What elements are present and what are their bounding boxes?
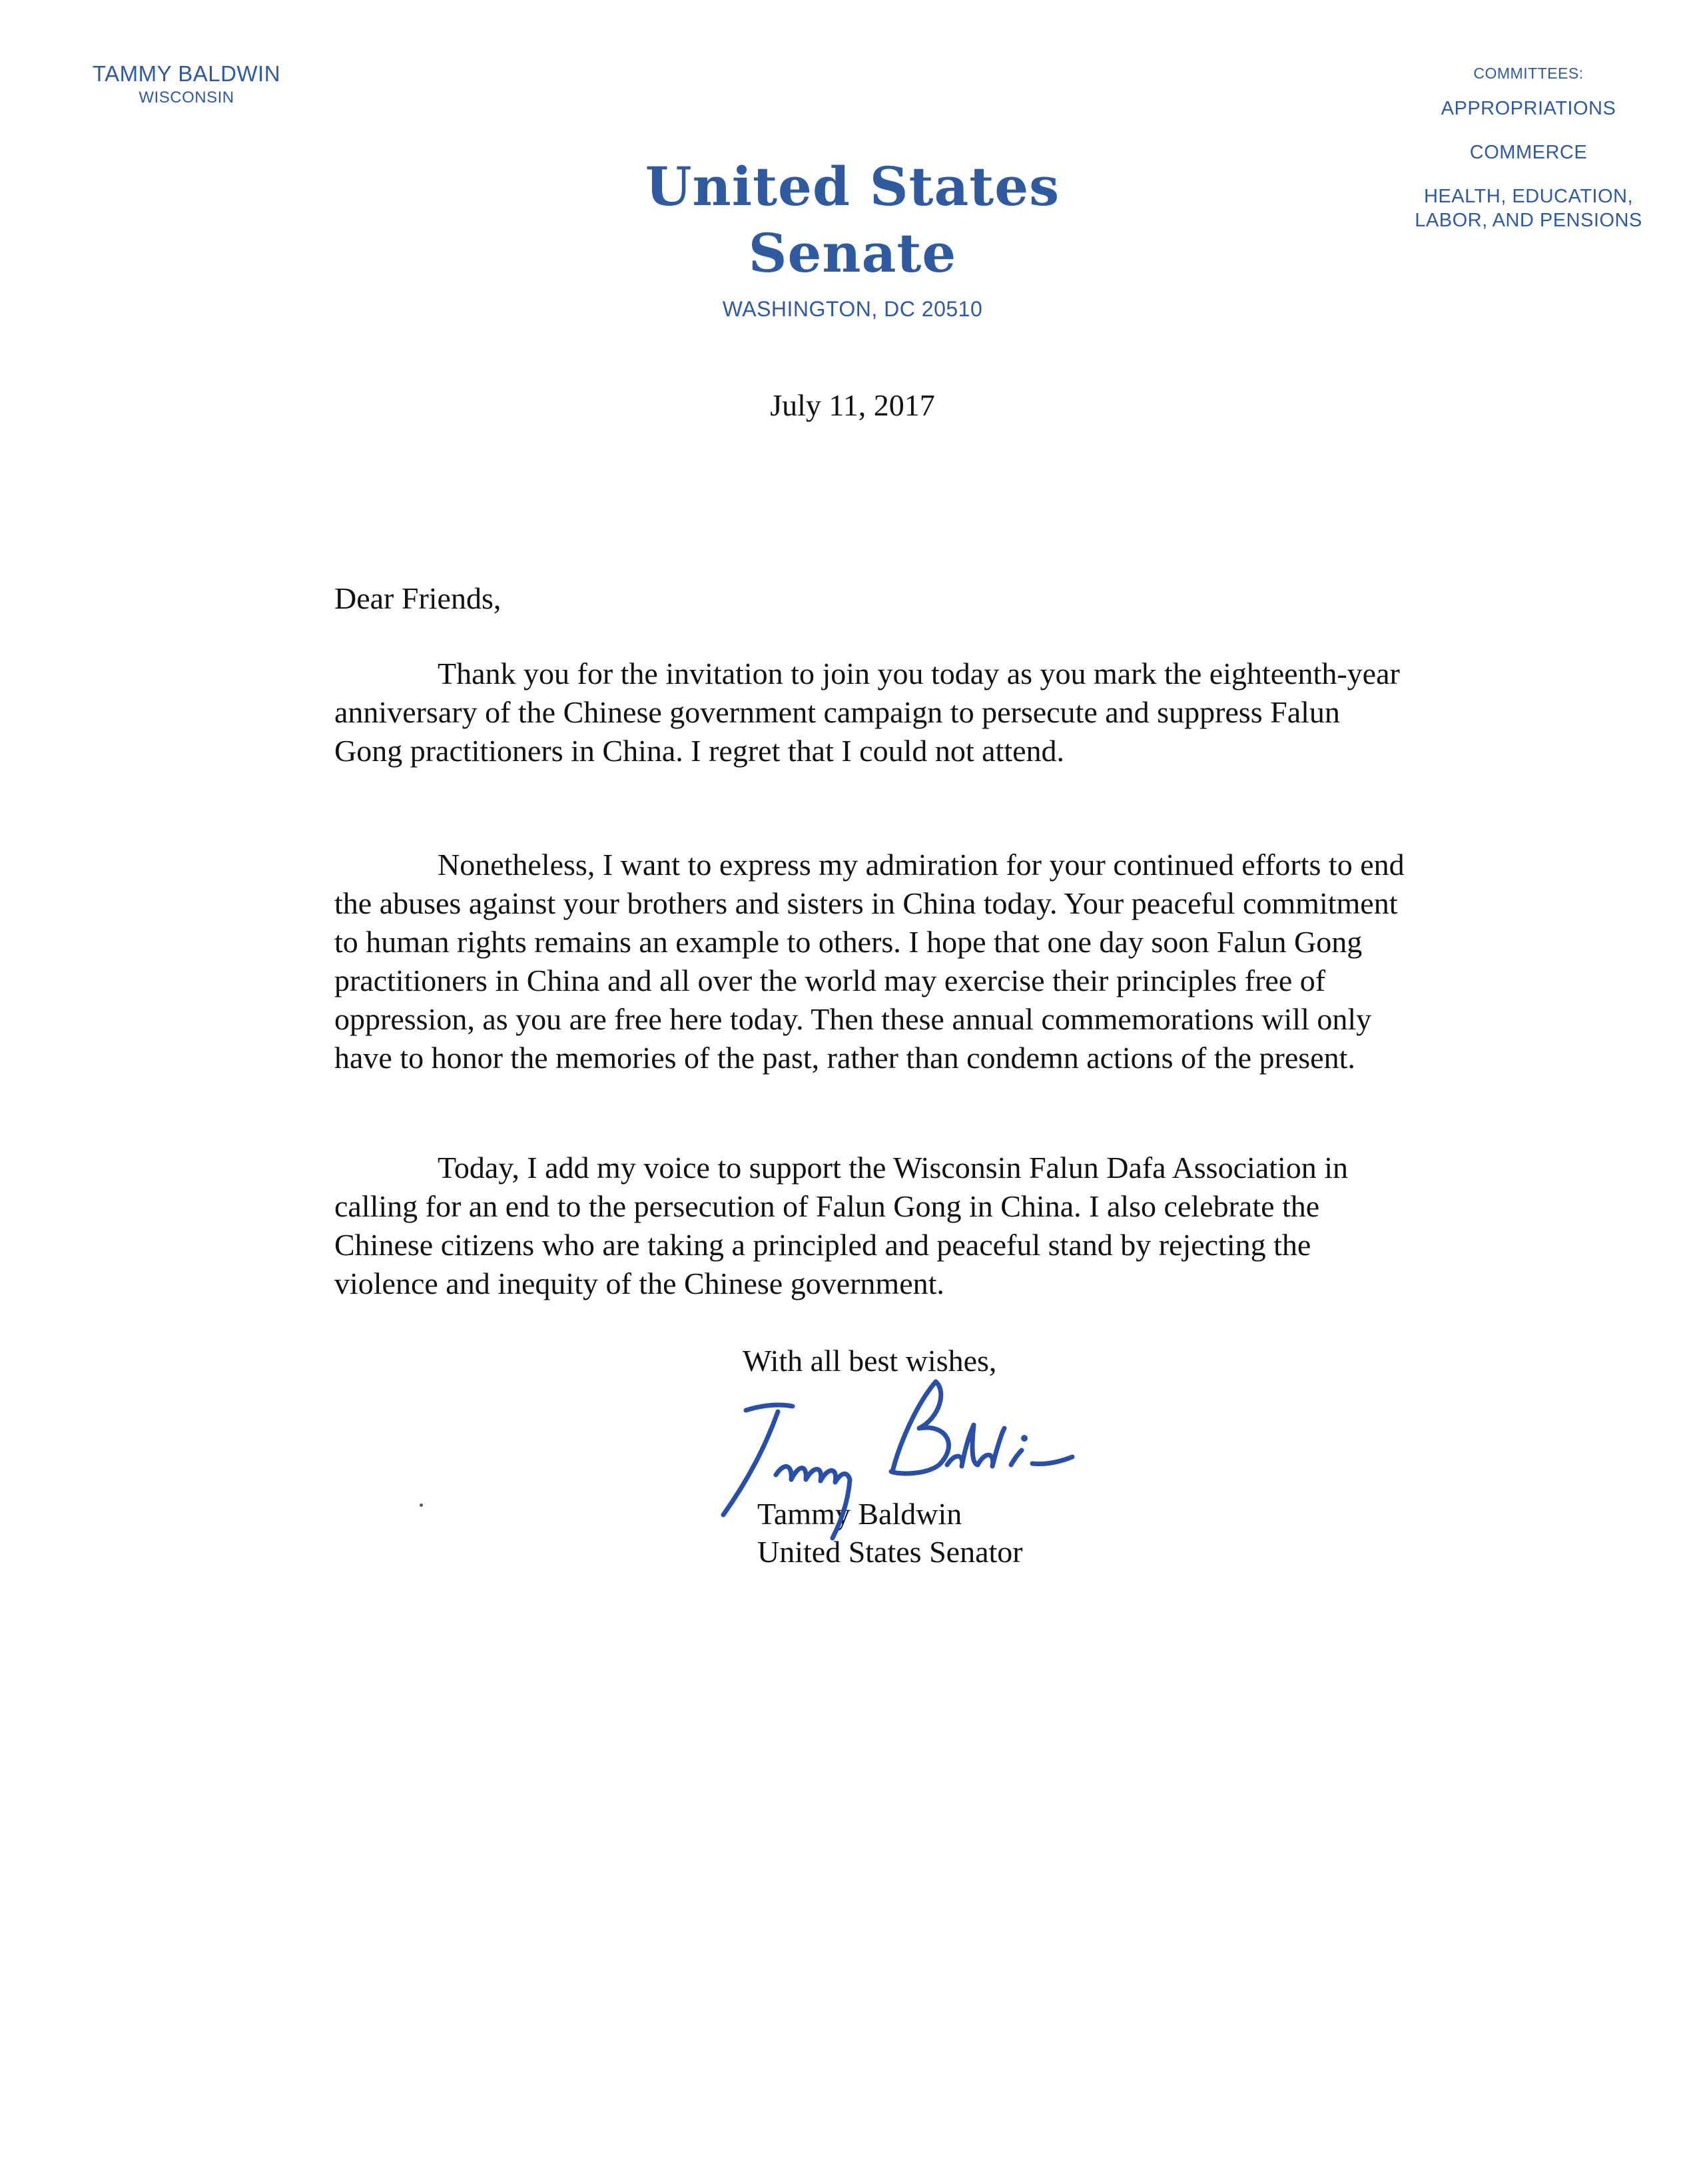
body-paragraph: Nonetheless, I want to express my admiration for your continued efforts to end the abuses against your brothers and sisters in China today. Your peaceful commitment to human rights remains an example to others. I hope that one day soon Falun Gong practitioners in China and all over the world may exercise their principles free of oppression, as you are free here today. Then these annual commemorations will only have to honor the memories of the past, rather than condemn actions of the present. [334, 848, 1405, 1075]
signer-name: Tammy Baldwin [757, 1497, 962, 1531]
closing: With all best wishes, [743, 1344, 997, 1378]
salutation: Dear Friends, [334, 581, 502, 615]
stray-ink-dot [420, 1503, 423, 1507]
committee-commerce: COMMERCE [1469, 142, 1588, 163]
body-paragraph: Thank you for the invitation to join you today as you mark the eighteenth-year anniversary of the Chinese government campaign to persecute and suppress Falun Gong practitioners in China. I regret that I could not attend. [334, 657, 1400, 768]
letterhead-block [586, 153, 1119, 322]
letterhead-city: WASHINGTON, DC 20510 [722, 297, 983, 321]
letter-date: July 11, 2017 [770, 388, 935, 422]
letterhead-title: United States Senate [645, 155, 1060, 284]
sender-block [40, 60, 333, 108]
committee-help-line-1: HEALTH, EDUCATION, [1423, 186, 1634, 207]
signer-title: United States Senator [757, 1535, 1023, 1569]
committees-block [1385, 63, 1672, 232]
body-paragraph: Today, I add my voice to support the Wisconsin Falun Dafa Association in calling for an end to the persecution of Falun Gong in China. I also celebrate the Chinese citizens who are taking a principled and peaceful stand by rejecting the violence and inequity of the Chinese government. [334, 1151, 1349, 1300]
sender-state: WISCONSIN [139, 89, 234, 107]
sender-name: TAMMY BALDWIN [92, 61, 281, 86]
committees-heading: COMMITTEES: [1473, 65, 1584, 82]
handwritten-signature [699, 1365, 1112, 1565]
committee-appropriations: APPROPRIATIONS [1441, 98, 1616, 119]
committee-help-line-2: LABOR, AND PENSIONS [1415, 210, 1642, 231]
